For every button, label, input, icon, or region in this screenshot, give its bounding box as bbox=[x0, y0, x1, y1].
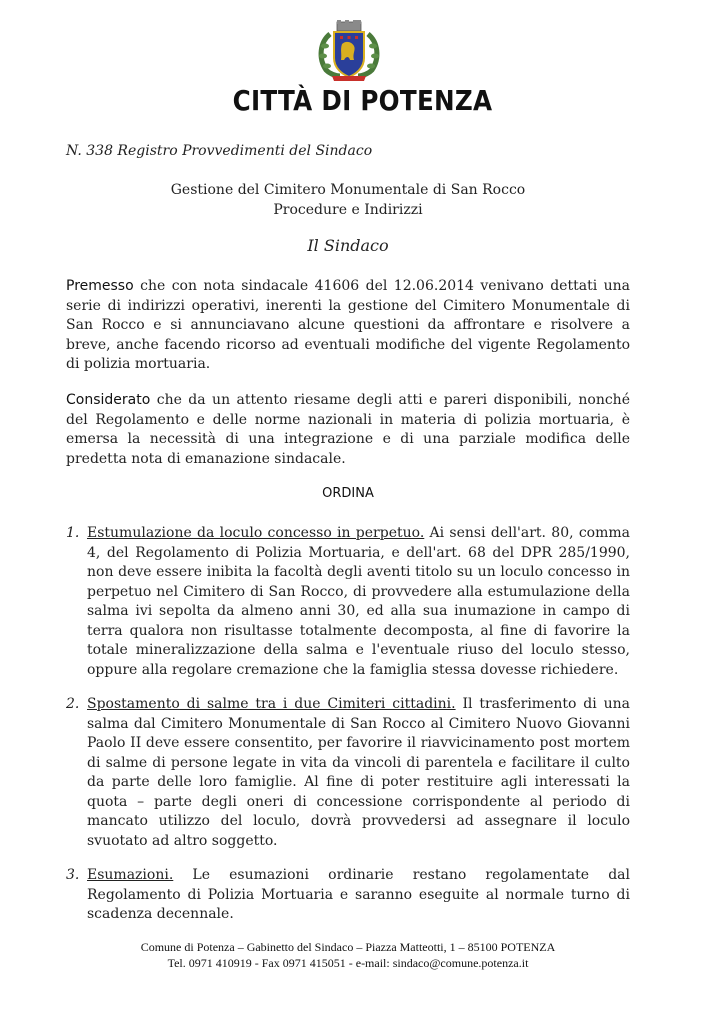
item-text: Il trasferimento di una salma dal Cimitero Monumentale di San Rocco al Cimitero Nuovo Giovanni Paolo II deve essere consentito, per favorire il riavvicinamento post mortem di salme di persone legate in vita da vincoli di parentela e facilitare il culto da parte delle loro famiglie. Al fine di poter restituire agli interessati la quota – parte degli oneri di concessione corrispondente al periodo di mancato utilizzo del loculo, dovrà provvedersi ad assegnare il loculo svuotato ad altro soggetto. bbox=[87, 696, 630, 849]
list-item bbox=[66, 524, 630, 680]
sindaco-heading: Il Sindaco bbox=[307, 236, 389, 255]
item-number: 2. bbox=[66, 696, 80, 712]
item-heading: Spostamento di salme tra i due Cimiteri cittadini. bbox=[87, 696, 456, 712]
page-footer bbox=[0, 939, 696, 971]
premesso-lead: Premesso bbox=[66, 278, 134, 294]
item-number: 1. bbox=[66, 525, 80, 541]
subject-line-2: Procedure e Indirizzi bbox=[273, 202, 423, 218]
item-heading: Esumazioni. bbox=[87, 867, 174, 883]
city-title: CITTÀ DI POTENZA bbox=[232, 84, 493, 117]
list-item bbox=[66, 866, 630, 925]
footer-address: Comune di Potenza – Gabinetto del Sindaco – Piazza Matteotti, 1 – 85100 POTENZA bbox=[140, 940, 556, 954]
item-text: Ai sensi dell'art. 80, comma 4, del Regolamento di Polizia Mortuaria, e dell'art. 68 del DPR 285/1990, non deve essere inibita la facoltà degli aventi titolo su un loculo concesso in perpetuo nel Cimitero di San Rocco, di provvedere alla estumulazione della salma ivi sepolta da almeno anni 30, ed alla sua inumazione in campo di terra qualora non risultasse totalmente decomposta, al fine di favorire la totale mineralizzazione della salma e l'eventuale riuso del loculo stesso, oppure alla regolare cremazione che la famiglia stessa dovesse richiedere. bbox=[87, 525, 630, 678]
considerato-lead: Considerato bbox=[66, 392, 151, 408]
ordina-heading: ORDINA bbox=[322, 486, 374, 501]
item-number: 3. bbox=[66, 867, 80, 883]
item-heading: Estumulazione da loculo concesso in perpetuo. bbox=[87, 525, 425, 541]
premesso-text: che con nota sindacale 41606 del 12.06.2014 venivano dettati una serie di indirizzi operativi, inerenti la gestione del Cimitero Monumentale di San Rocco e si annunciavano alcune questioni da affrontare e risolvere a breve, anche facendo ricorso ad eventuali modifiche del vigente Regolamento di polizia mortuaria. bbox=[66, 278, 630, 372]
considerato-text: che da un attento riesame degli atti e pareri disponibili, nonché del Regolamento e delle norme nazionali in materia di polizia mortuaria, è emersa la necessità di una integrazione e di una parziale modifica delle predetta nota di emanazione sindacale. bbox=[66, 392, 630, 467]
subject-block bbox=[0, 180, 696, 220]
registry-line: N. 338 Registro Provvedimenti del Sindaco bbox=[66, 143, 373, 159]
subject-line-1: Gestione del Cimitero Monumentale di San Rocco bbox=[170, 182, 526, 198]
considerato-paragraph bbox=[66, 391, 630, 469]
premesso-paragraph bbox=[66, 277, 630, 375]
item-text: Le esumazioni ordinarie restano regolamentate dal Regolamento di Polizia Mortuaria e saranno eseguite al normale turno di scadenza decennale. bbox=[87, 867, 630, 922]
city-coat-of-arms-icon bbox=[316, 20, 382, 82]
footer-contacts: Tel. 0971 410919 - Fax 0971 415051 - e-mail: sindaco@comune.potenza.it bbox=[167, 956, 529, 970]
list-item bbox=[66, 695, 630, 851]
